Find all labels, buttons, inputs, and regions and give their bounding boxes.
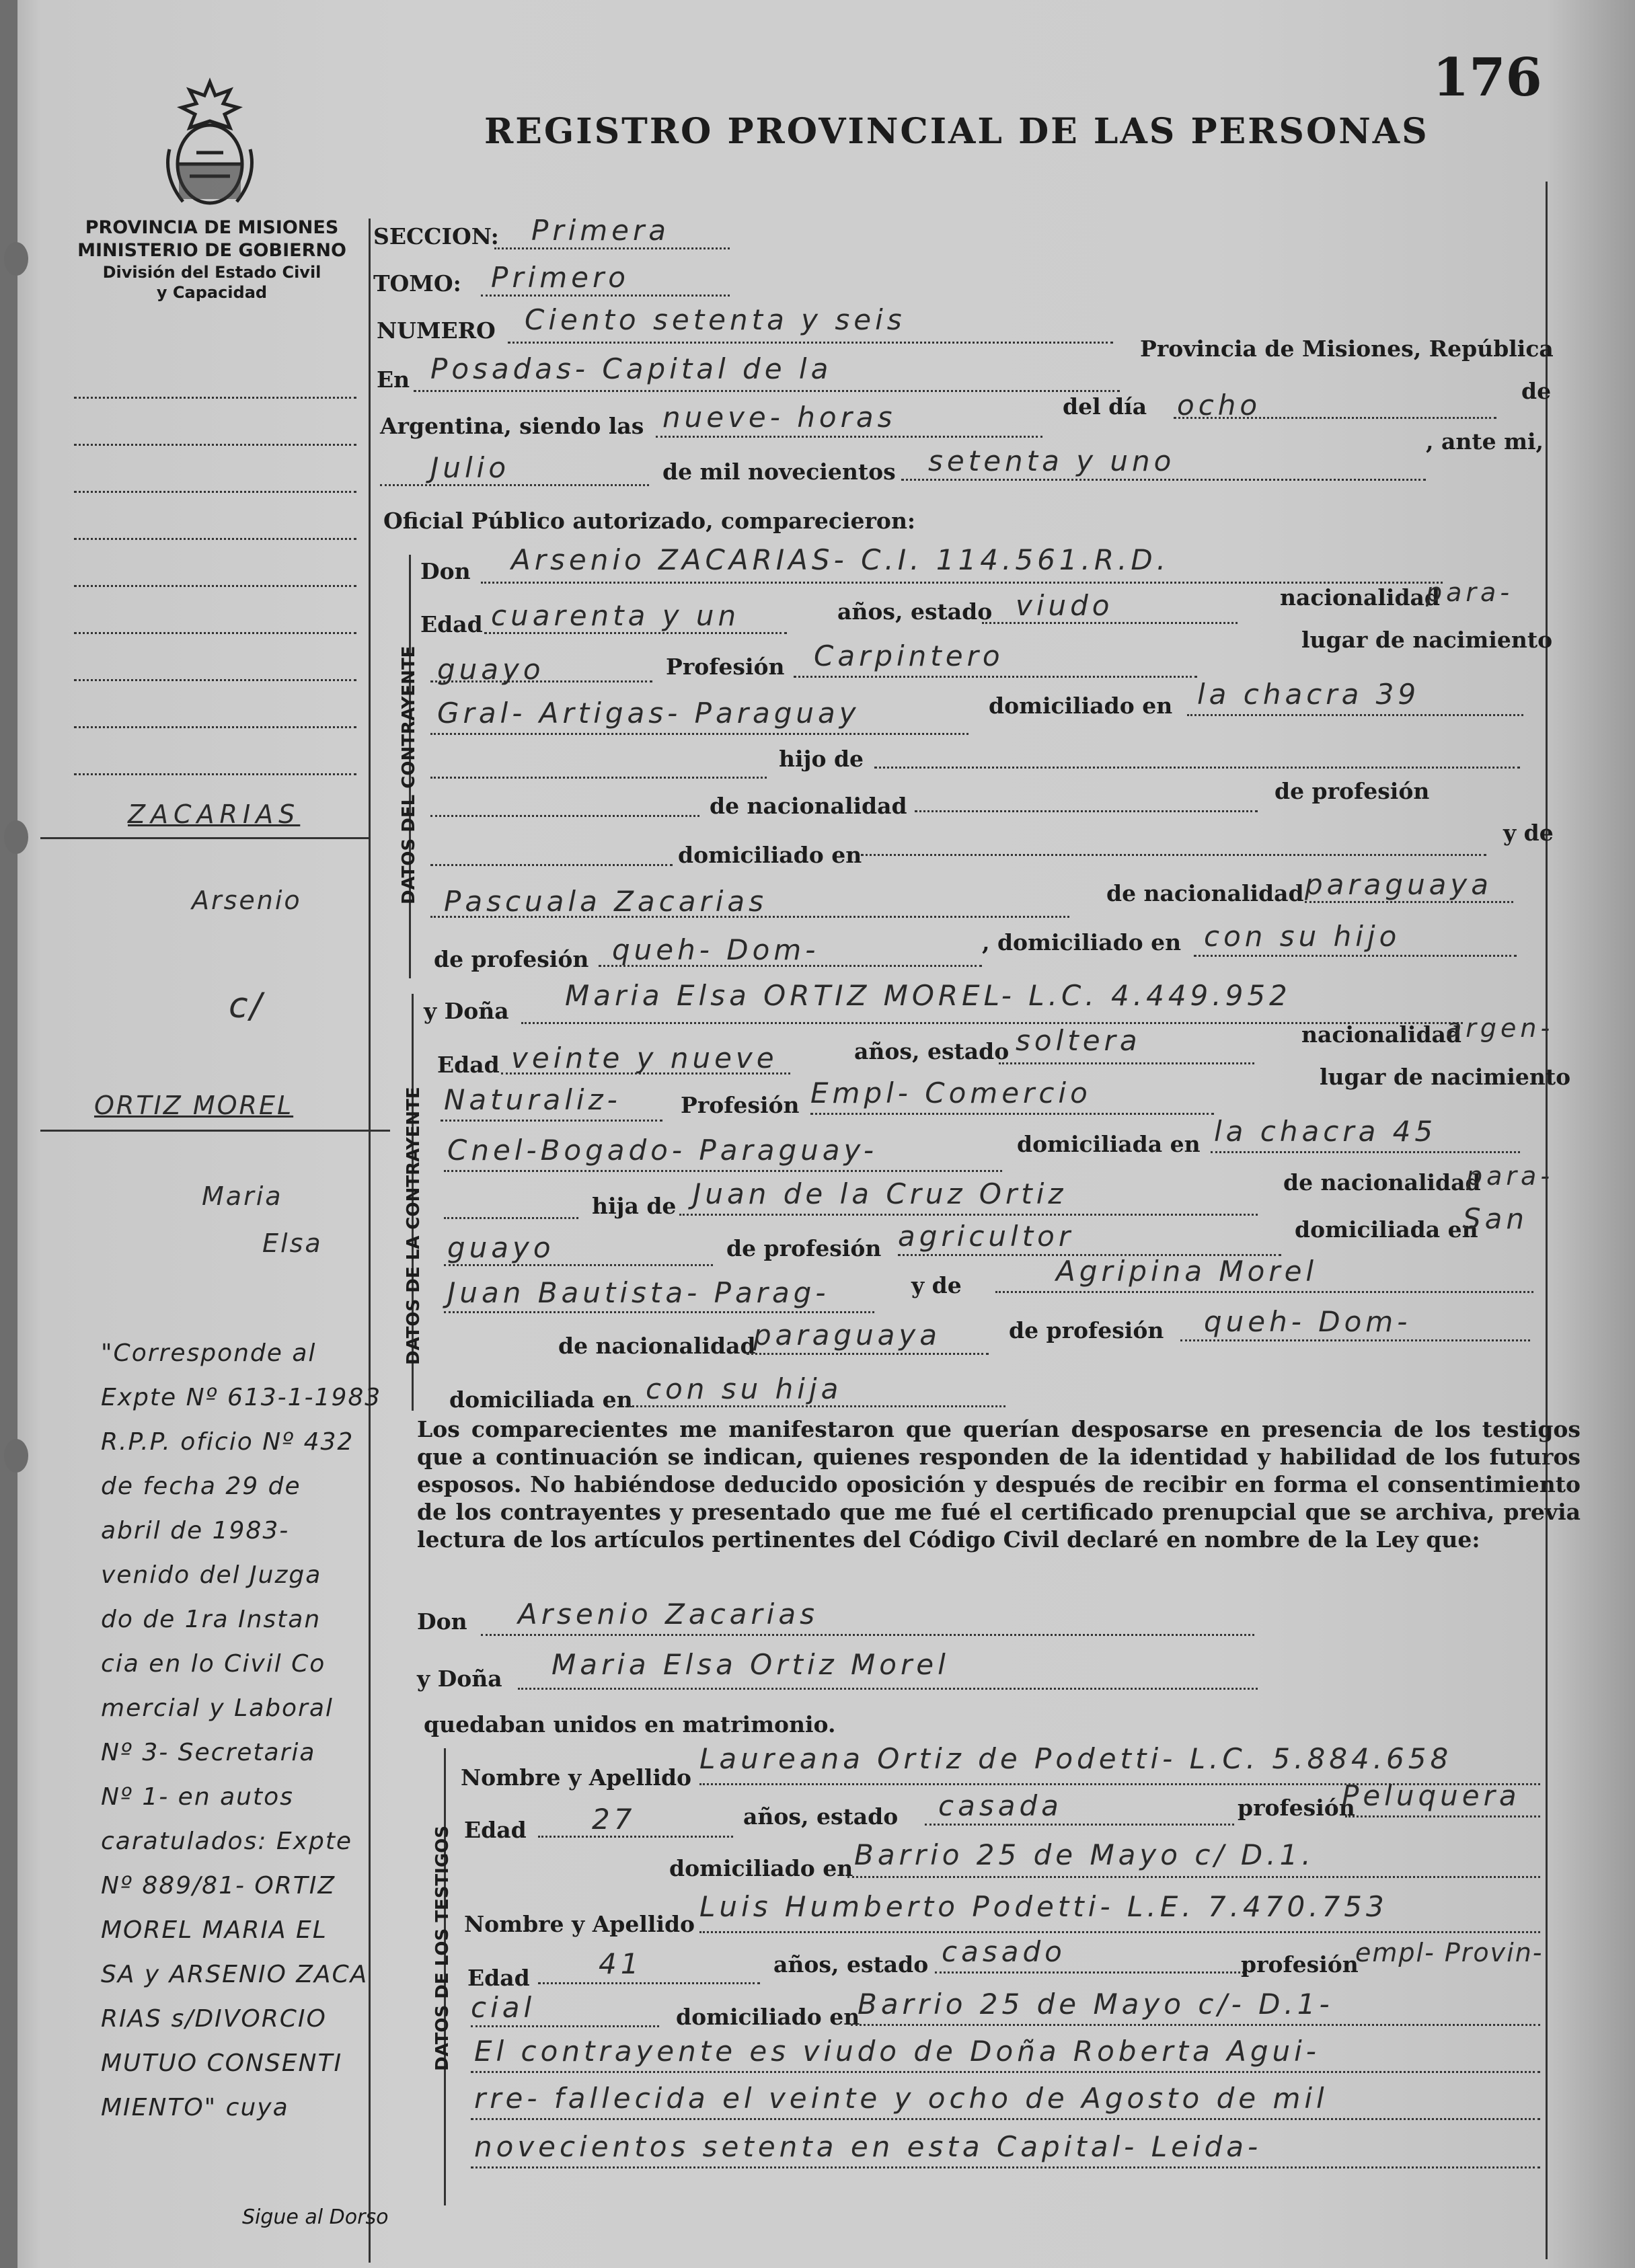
groom-lugar-line: [430, 733, 968, 735]
w2-name: Luis Humberto Podetti- L.E. 7.470.753: [699, 1890, 1388, 1923]
page-number: 176: [1433, 47, 1542, 108]
note-line-3: [471, 2166, 1540, 2168]
coat-of-arms-emblem: [156, 75, 264, 210]
margin-note-line: Nº 1- en autos: [101, 1783, 294, 1811]
decl-don-value: Arsenio Zacarias: [518, 1598, 819, 1631]
w2-name-label: Nombre y Apellido: [464, 1911, 695, 1937]
madre-nac-label: de nacionalidad: [1106, 880, 1304, 906]
w2-edad-label: Edad: [467, 1965, 530, 1991]
margin-note-line: RIAS s/DIVORCIO: [101, 2005, 327, 2033]
del-dia-label: del día: [1063, 393, 1147, 420]
binding-hole: [4, 820, 28, 854]
dia-value: ocho: [1177, 389, 1262, 422]
closing-note-2: rre- fallecida el veinte y ocho de Agosto de mil: [474, 2082, 1328, 2115]
w1-name-label: Nombre y Apellido: [461, 1764, 692, 1791]
margin-given-bride-2: Elsa: [262, 1228, 323, 1258]
en-line: [414, 390, 1120, 392]
bride-padre: Juan de la Cruz Ortiz: [693, 1177, 1067, 1210]
decl-dona-value: Maria Elsa Ortiz Morel: [552, 1648, 950, 1681]
groom-nac-1: para-: [1426, 578, 1514, 607]
anos-label: años, estado: [854, 1038, 1010, 1064]
profesion-label: Profesión: [666, 654, 785, 680]
de-label: de: [1521, 378, 1552, 404]
w1-edad-label: Edad: [464, 1817, 527, 1843]
lugar-label: lugar de nacimiento: [1301, 627, 1553, 653]
bride-lugar-line: [444, 1170, 1002, 1172]
hija-label: hija de: [592, 1193, 677, 1219]
anos-label: años, estado: [837, 598, 993, 625]
bride-padre-dom-1: San: [1463, 1202, 1529, 1235]
groom-estado-line: [982, 622, 1238, 624]
decl-don-line: [481, 1634, 1254, 1636]
margin-note-line: caratulados: Expte: [101, 1828, 353, 1855]
groom-lugar: Gral- Artigas- Paraguay: [437, 697, 860, 730]
padre-dom-label: domiciliada en: [1295, 1216, 1478, 1243]
witnesses-section-label: DATOS DE LOS TESTIGOS: [432, 1825, 453, 2071]
margin-note-line: Expte Nº 613-1-1983: [101, 1384, 382, 1411]
tomo-line: [481, 295, 730, 297]
margin-note-line: "Corresponde al: [101, 1339, 317, 1367]
numero-line: [508, 342, 1113, 344]
seccion-value: Primera: [531, 214, 671, 247]
padre-nac-label: de nacionalidad: [1283, 1169, 1481, 1196]
decl-dona-line: [518, 1688, 1258, 1690]
groom-name: Arsenio ZACARIAS- C.I. 114.561.R.D.: [511, 543, 1170, 576]
dona-label: y Doña: [424, 998, 509, 1024]
w2-edad-line: [538, 1982, 760, 1984]
margin-note-line: cia en lo Civil Co: [101, 1650, 326, 1678]
bride-padre-nac-2: guayo: [447, 1231, 555, 1264]
groom-madre-nac-line: [1305, 901, 1513, 903]
bride-section-label: DATOS DE LA CONTRAYENTE: [404, 1087, 424, 1365]
margin-note-line: MOREL MARIA EL: [101, 1916, 328, 1944]
dom-label: domiciliada en: [1017, 1131, 1201, 1157]
seccion-label: SECCION:: [373, 223, 499, 249]
margin-note-line: R.P.P. oficio Nº 432: [101, 1428, 354, 1456]
bride-madre-prof: queh- Dom-: [1204, 1305, 1412, 1338]
nac-label: nacionalidad: [1301, 1021, 1461, 1048]
lugar-label: lugar de nacimiento: [1320, 1064, 1571, 1090]
w2-prof-2: cial: [471, 1991, 536, 2024]
groom-blank-line: [430, 815, 699, 817]
bride-padre-dom-line: [444, 1311, 874, 1313]
groom-madre-prof: queh- Dom-: [612, 933, 820, 966]
bride-name: Maria Elsa ORTIZ MOREL- L.C. 4.449.952: [565, 979, 1291, 1012]
padre-dom-label: domiciliado en: [678, 842, 862, 868]
declaration-text: Los comparecientes me manifestaron que querían desposarse en presencia de los testigos que a continuación se indican, quienes responden de la identidad y habilidad de los futuros esposos. No habiéndose deducido oposición y después de recibir en forma el consentimiento de los contrayentes y presentado que me fué el certificado prenupcial que se archiva, previa lectura de los artículos pertinentes del Código Civil declaré en nombre de la Ley que:: [417, 1416, 1581, 1553]
madre-prof-label: de profesión: [1009, 1317, 1164, 1343]
bride-padre-prof: agricultor: [898, 1220, 1075, 1253]
w1-dom-line: [847, 1876, 1540, 1878]
margin-blank-line: [74, 773, 356, 775]
groom-madre-dom: con su hijo: [1204, 920, 1401, 953]
w2-prof-1: empl- Provin-: [1355, 1938, 1544, 1967]
w1-edad-line: [538, 1836, 733, 1838]
margin-rule: [40, 1130, 390, 1132]
groom-edad: cuarenta y un: [491, 599, 740, 632]
bride-madre-prof-line: [1180, 1339, 1530, 1341]
y-de-label: y de: [911, 1272, 962, 1298]
hora-value: nueve- horas: [662, 401, 897, 434]
tomo-label: TOMO:: [373, 270, 461, 297]
margin-note-line: de fecha 29 de: [101, 1473, 301, 1500]
bride-madre-dom-line: [629, 1405, 1005, 1407]
oficial-label: Oficial Público autorizado, comparecieron:: [383, 508, 916, 534]
padre-nac-label: de nacionalidad: [710, 793, 907, 819]
bride-estado: soltera: [1016, 1024, 1141, 1057]
bride-madre-nac: paraguaya: [753, 1319, 942, 1352]
y-de-label: y de: [1503, 820, 1554, 846]
office-block: [71, 217, 353, 303]
madre-nac-label: de nacionalidad: [558, 1333, 756, 1359]
groom-padre-dom-line: [861, 854, 1486, 856]
bride-prof: Empl- Comercio: [810, 1077, 1092, 1109]
margin-note-line: Nº 3- Secretaria: [101, 1739, 316, 1766]
w2-dom-line: [851, 2024, 1540, 2026]
groom-blank-line: [430, 777, 767, 779]
bride-blank-line: [444, 1217, 578, 1219]
bride-madre-line: [995, 1291, 1533, 1293]
margin-note-line: MUTUO CONSENTI: [101, 2049, 343, 2077]
margin-note-line: abril de 1983-: [101, 1517, 290, 1544]
decl-don-label: Don: [417, 1608, 467, 1635]
bride-madre-nac-line: [747, 1353, 989, 1355]
binding-hole: [4, 242, 28, 276]
bride-lugar: Cnel-Bogado- Paraguay-: [447, 1134, 878, 1167]
groom-name-line: [481, 582, 1443, 584]
profesion-label: Profesión: [681, 1092, 800, 1118]
margin-note-line: mercial y Laboral: [101, 1694, 334, 1722]
bride-edad: veinte y nueve: [511, 1042, 778, 1074]
bride-madre-dom: con su hija: [646, 1372, 843, 1405]
w2-estado: casado: [942, 1935, 1066, 1968]
bride-prof-line: [810, 1113, 1214, 1115]
edad-label: Edad: [420, 611, 483, 637]
w1-name: Laureana Ortiz de Podetti- L.C. 5.884.658: [699, 1742, 1453, 1775]
w1-prof: Peluquera: [1342, 1779, 1521, 1812]
groom-madre: Pascuala Zacarias: [444, 885, 768, 918]
margin-annotation: [101, 1331, 381, 2130]
groom-madre-dom-line: [1194, 955, 1517, 957]
w1-dom-label: domiciliado en: [669, 1855, 853, 1881]
margin-connector: c/: [229, 986, 264, 1026]
w2-prof-label: profesión: [1241, 1951, 1359, 1978]
w1-prof-label: profesión: [1238, 1795, 1355, 1821]
anio-line: [901, 479, 1426, 481]
margin-note-line: do de 1ra Instan: [101, 1606, 321, 1633]
margin-blank-line: [74, 538, 356, 540]
groom-madre-nac: paraguaya: [1305, 868, 1493, 901]
groom-prof-line: [794, 676, 1197, 678]
anio-value: setenta y uno: [928, 444, 1176, 477]
seccion-line: [494, 247, 730, 249]
unidos-label: quedaban unidos en matrimonio.: [424, 1711, 836, 1737]
bride-padre-line: [679, 1214, 1258, 1216]
groom-section-label: DATOS DEL CONTRAYENTE: [399, 646, 419, 904]
groom-nac-2: guayo: [437, 653, 545, 686]
bride-padre-dom-2: Juan Bautista- Parag-: [447, 1276, 830, 1309]
margin-continued-note: Sigue al Dorso: [242, 2205, 389, 2229]
mes-line: [380, 484, 649, 486]
w1-estado-line: [925, 1824, 1234, 1826]
padre-prof-label: de profesión: [726, 1235, 882, 1261]
dom-label: domiciliado en: [989, 693, 1173, 719]
groom-padre-line: [874, 767, 1520, 769]
don-label: Don: [420, 558, 471, 584]
margin-given-bride-1: Maria: [202, 1181, 283, 1211]
note-line-2: [471, 2118, 1540, 2120]
w2-name-line: [699, 1931, 1540, 1933]
w2-edad: 41: [599, 1947, 643, 1980]
division-name: División del Estado Civil: [102, 262, 321, 282]
bride-padre-nac-1: para-: [1466, 1161, 1554, 1191]
closing-note-3: novecientos setenta en esta Capital- Leida-: [474, 2130, 1262, 2163]
margin-blank-line: [74, 632, 356, 634]
bride-padre-nac-line: [444, 1264, 713, 1266]
en-label: En: [377, 366, 410, 393]
bride-estado-line: [999, 1062, 1254, 1064]
groom-prof: Carpintero: [814, 639, 1004, 672]
w1-dom: Barrio 25 de Mayo c/ D.1.: [854, 1838, 1315, 1871]
ante-label: , ante mi,: [1426, 428, 1544, 455]
margin-blank-line: [74, 397, 356, 399]
decl-dona-label: y Doña: [417, 1666, 502, 1692]
w1-edad: 27: [592, 1803, 636, 1836]
mil-label: de mil novecientos: [662, 459, 896, 485]
province-name: PROVINCIA DE MISIONES: [85, 217, 339, 238]
edad-label: Edad: [437, 1052, 500, 1078]
bride-dom-line: [1211, 1151, 1520, 1153]
w2-prof-line: [471, 2025, 659, 2027]
groom-dom-line: [1187, 714, 1523, 716]
margin-blank-line: [74, 679, 356, 681]
margin-note-line: SA y ARSENIO ZACA: [101, 1961, 369, 1988]
margin-note-line: venido del Juzga: [101, 1561, 322, 1589]
margin-surname-bride: ORTIZ MOREL: [94, 1091, 294, 1120]
madre-dom-label: , domiciliado en: [982, 929, 1182, 955]
hijo-label: hijo de: [779, 746, 864, 772]
groom-blank-line: [430, 864, 673, 866]
margin-blank-line: [74, 444, 356, 446]
margin-surname-groom: ZACARIAS: [128, 799, 301, 829]
margin-given-groom: Arsenio: [192, 886, 302, 915]
note-line-1: [471, 2071, 1540, 2073]
padre-prof-label: de profesión: [1275, 778, 1430, 804]
w1-anos-label: años, estado: [743, 1803, 899, 1830]
madre-prof-label: de profesión: [434, 946, 589, 972]
closing-note-1: El contrayente es viudo de Doña Roberta Agui-: [474, 2035, 1320, 2068]
groom-padre-nac-line: [915, 810, 1258, 812]
bride-dom: la chacra 45: [1214, 1115, 1437, 1148]
margin-rule: [40, 837, 369, 839]
en-value: Posadas- Capital de la: [430, 352, 833, 385]
groom-edad-line: [484, 632, 787, 634]
w1-prof-line: [1345, 1815, 1540, 1817]
margin-blank-line: [74, 726, 356, 728]
bride-nac-line: [441, 1120, 662, 1122]
bride-nac-2: Naturaliz-: [444, 1083, 621, 1116]
binding-edge: [0, 0, 17, 2268]
margin-blank-line: [74, 491, 356, 493]
margin-note-line: MIENTO" cuya: [101, 2094, 289, 2121]
w2-dom-label: domiciliado en: [676, 2004, 860, 2030]
numero-label: NUMERO: [377, 317, 496, 344]
right-border: [1546, 182, 1548, 2259]
w2-estado-line: [935, 1971, 1244, 1973]
numero-value: Ciento setenta y seis: [525, 303, 906, 336]
w2-anos-label: años, estado: [773, 1951, 929, 1978]
provincia-label: Provincia de Misiones, República: [1140, 336, 1554, 362]
groom-estado: viudo: [1016, 589, 1114, 622]
margin-blank-line: [74, 585, 356, 587]
madre-dom-label: domiciliada en: [449, 1386, 633, 1413]
margin-note-line: Nº 889/81- ORTIZ: [101, 1872, 336, 1900]
bride-madre: Agripina Morel: [1056, 1255, 1318, 1288]
w1-estado: casada: [938, 1789, 1063, 1822]
tomo-value: Primero: [491, 261, 630, 294]
register-title: REGISTRO PROVINCIAL DE LAS PERSONAS: [484, 111, 1429, 152]
argentina-label: Argentina, siendo las: [380, 413, 644, 439]
w2-dom: Barrio 25 de Mayo c/- D.1-: [858, 1988, 1334, 2021]
bride-nac-1: argen-: [1446, 1013, 1554, 1043]
division-name-2: y Capacidad: [156, 282, 268, 302]
ministry-name: MINISTERIO DE GOBIERNO: [77, 239, 346, 261]
groom-dom: la chacra 39: [1197, 678, 1420, 711]
nac-label: nacionalidad: [1280, 584, 1440, 611]
mes-value: Julio: [430, 451, 510, 484]
binding-hole: [4, 1439, 28, 1473]
hora-line: [656, 436, 1042, 438]
